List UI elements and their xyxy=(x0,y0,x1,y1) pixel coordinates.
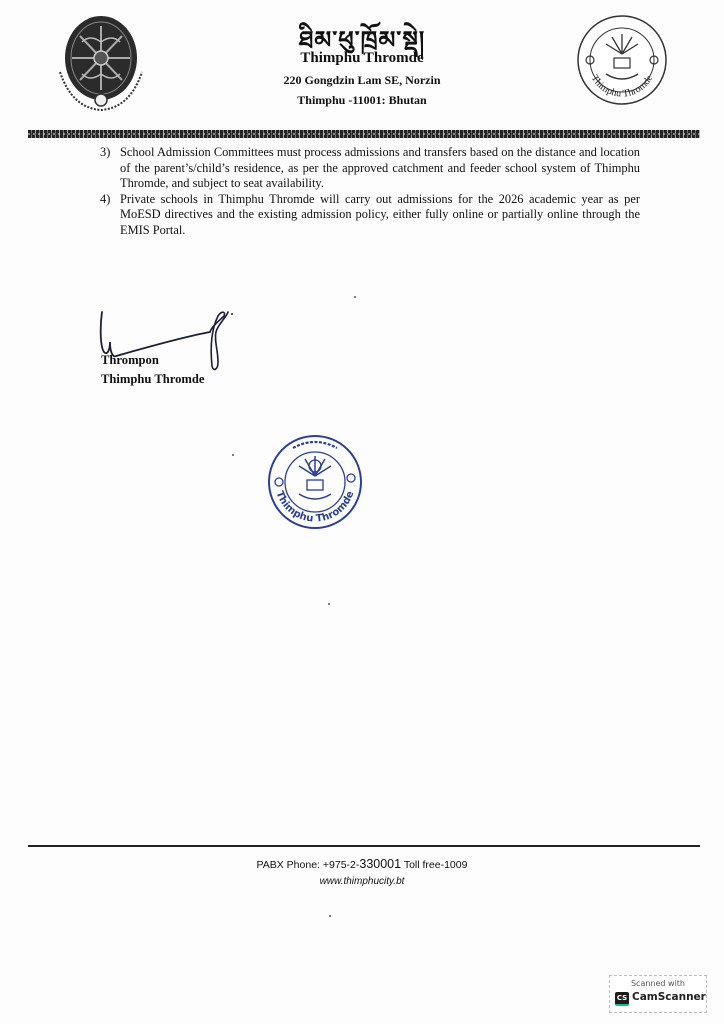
speck xyxy=(232,454,234,456)
footer-phone xyxy=(0,857,724,871)
official-stamp-icon xyxy=(265,432,365,532)
signatory-organization: Thimphu Thromde xyxy=(101,372,205,386)
speck xyxy=(329,915,331,917)
thromde-logo-icon xyxy=(576,14,668,106)
royal-emblem-icon xyxy=(52,12,150,112)
speck xyxy=(328,603,330,605)
list-item-number: 3) xyxy=(100,145,111,159)
letterhead-address-line2: Thimphu -11001: Bhutan xyxy=(297,93,427,107)
footer-phone-number: 330001 xyxy=(359,857,402,871)
list-item-text: Private schools in Thimphu Thromde will carry out admissions for the 2026 academic year as per MoESD directives and the existing admission policy, either fully online or partially online through the EMIS Portal. xyxy=(120,191,640,237)
footer-website: www.thimphucity.bt xyxy=(319,876,405,887)
list-item xyxy=(100,145,640,192)
letterhead-divider-band xyxy=(28,130,700,138)
watermark-app-name: CamScanner xyxy=(632,991,706,1003)
stamp-text: Thimphu Thromde xyxy=(273,489,357,525)
signatory-title: Thrompon xyxy=(101,353,159,367)
list-item-number: 4) xyxy=(100,191,111,206)
body-list xyxy=(100,145,640,238)
camscanner-watermark xyxy=(609,975,707,1013)
letterhead-address-line1: 220 Gongdzin Lam SE, Norzin xyxy=(283,73,441,87)
letterhead-dzongkha-name: ཐིམ་ཕུ་ཁྲོམ་སྡེ། xyxy=(298,28,426,54)
list-item-text: School Admission Committees must process admissions and transfers based on the distance and location of the parent’s/child’s residence, as per the approved catchment and feeder school system of Thimphu Thromde, and subject to seat availability. xyxy=(120,145,640,190)
camscanner-logo-icon: CS xyxy=(615,992,629,1006)
letterhead-org-name: Thimphu Thromde xyxy=(300,50,424,66)
watermark-scanned-with: Scanned with xyxy=(630,979,686,988)
thromde-logo-text: Thimphu Thromde xyxy=(588,73,656,100)
speck xyxy=(354,296,356,298)
footer-toll-free: Toll free-1009 xyxy=(403,859,468,871)
footer-divider xyxy=(28,845,700,847)
footer-phone-prefix: PABX Phone: +975-2- xyxy=(256,859,360,871)
list-item xyxy=(100,192,640,239)
